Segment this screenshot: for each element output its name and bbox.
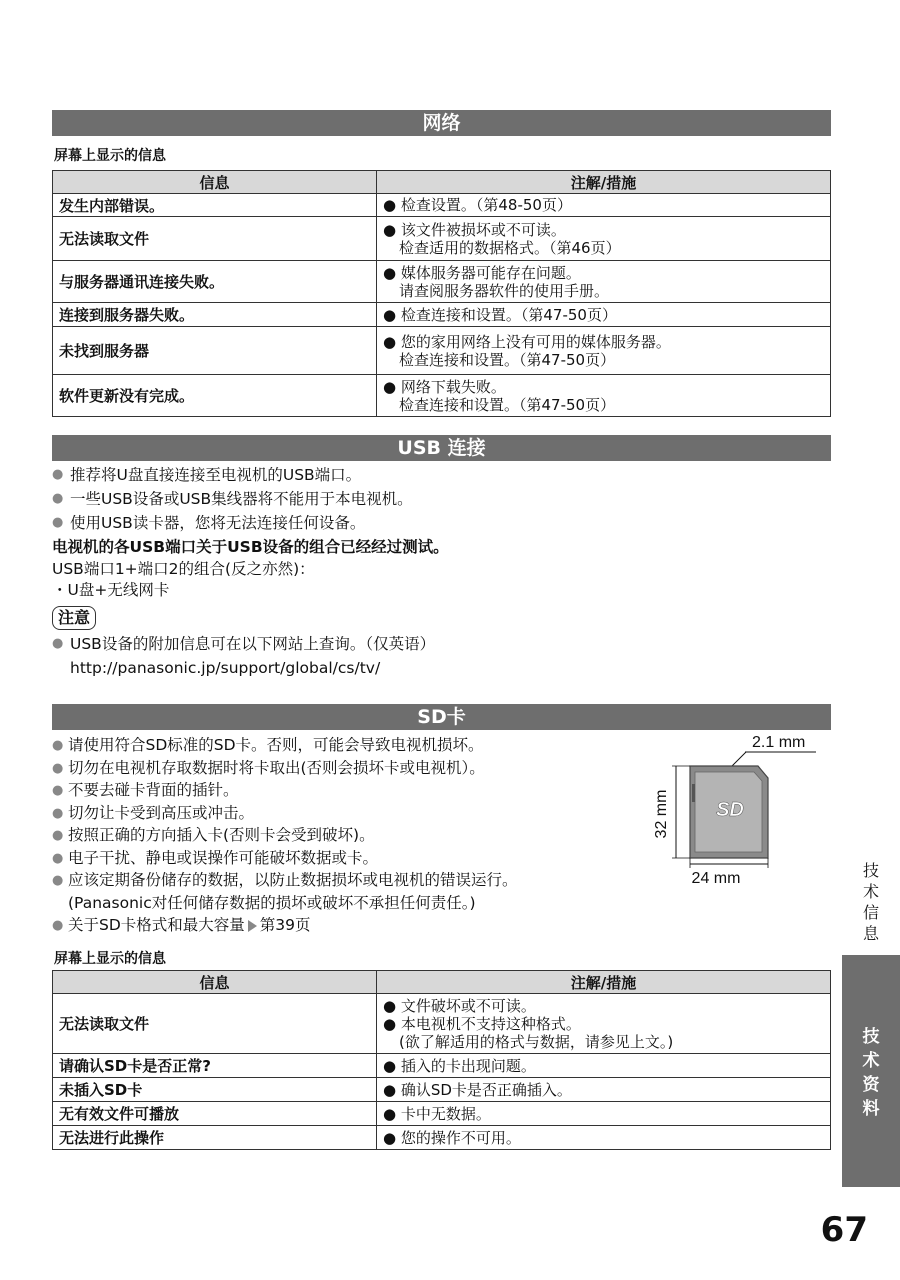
reference-item [52,914,642,937]
message-cell: 请确认SD卡是否正常? [53,1054,377,1078]
table-row [53,327,831,375]
note-line: 检查连接和设置。（第47-50页） [399,350,616,369]
bullet-item: ● 使用USB读卡器，您将无法连接任何设备。 [52,511,831,535]
subhead: 屏幕上显示的信息 [54,148,166,164]
table-row [53,261,831,303]
bullet-item: ● 切勿在电视机存取数据时将卡取出(否则会损坏卡或电视机）。 [52,757,642,780]
note-cell [377,261,831,303]
column-header-msg: 信息 [53,971,377,994]
column-header-note: 注解/措施 [377,171,831,194]
section-bar-network [52,110,831,136]
sd-logo: SD [716,799,744,821]
note-line: ● 网络下载失败。 [383,377,506,396]
section-bar-usb [52,435,831,461]
bullet-item: ● 切勿让卡受到高压或冲击。 [52,802,642,825]
note-line: ● 插入的卡出现问题。 [383,1056,536,1075]
sd-bullet-list [52,734,642,937]
write-protect-switch [692,784,695,802]
side-tab-tech-data[interactable] [842,955,900,1187]
bullet-item: ● 按照正确的方向插入卡(否则卡会受到破坏)。 [52,824,642,847]
network-message-table [52,170,831,417]
note-cell [377,375,831,417]
table-row [53,1078,831,1102]
note-line: ● 您的操作不可用。 [383,1128,521,1147]
note-line: 请查阅服务器软件的使用手册。 [399,281,610,300]
reference-text: 关于SD卡格式和最大容量 [68,916,245,934]
note-line: 检查连接和设置。（第47-50页） [399,395,616,414]
note-line: ● 该文件被损坏或不可读。 [383,220,566,239]
sd-message-table [52,970,831,1150]
arrow-right-icon [248,920,257,932]
note-text: ● USB设备的附加信息可在以下网站上查询。（仅英语） [52,632,831,656]
note-cell [377,1054,831,1078]
combo-line: USB端口1+端口2的组合(反之亦然)： [52,560,315,578]
table-row [53,1102,831,1126]
note-cell [377,194,831,217]
note-cell [377,327,831,375]
tested-heading: 电视机的各USB端口关于USB设备的组合已经经过测试。 [52,538,449,556]
bullet-item: ● 电子干扰、静电或误操作可能破坏数据或卡。 [52,847,642,870]
bullet-item: ● 推荐将U盘直接连接至电视机的USB端口。 [52,463,831,487]
bullet-item: ● 不要去碰卡背面的插针。 [52,779,642,802]
table-header-row [53,171,831,194]
note-line: ● 检查连接和设置。（第47-50页） [383,305,617,324]
bullet-item: ● 请使用符合SD标准的SD卡。否则，可能会导致电视机损坏。 [52,734,642,757]
message-cell: 发生内部错误。 [53,194,377,217]
message-cell: 未找到服务器 [53,327,377,375]
note-line: (欲了解适用的格式与数据，请参见上文。) [399,1032,674,1051]
table-row [53,994,831,1054]
bullet-item: ● 一些USB设备或USB集线器将不能用于本电视机。 [52,487,831,511]
note-line: ● 检查设置。（第48-50页） [383,196,572,214]
note-cell [377,217,831,261]
note-line: ● 媒体服务器可能存在问题。 [383,263,581,282]
note-line: ● 确认SD卡是否正确插入。 [383,1080,572,1099]
table-row [53,1126,831,1150]
table-row [53,194,831,217]
bullet-continuation: (Panasonic对任何储存数据的损坏或破坏不承担任何责任。) [68,893,476,912]
message-cell: 无法读取文件 [53,994,377,1054]
table-row [53,303,831,327]
message-cell: 无法进行此操作 [53,1126,377,1150]
table-row [53,217,831,261]
message-cell: 与服务器通讯连接失败。 [53,261,377,303]
table-header-row [53,971,831,994]
note-cell [377,1102,831,1126]
note-cell [377,303,831,327]
section-title: 网络 [422,112,461,134]
table-row [53,1054,831,1078]
note-label: 注意 [52,606,96,630]
section-title: SD卡 [417,706,466,728]
subhead: 屏幕上显示的信息 [54,951,166,967]
reference-page: 第39页 [259,916,311,934]
message-cell: 无有效文件可播放 [53,1102,377,1126]
column-header-msg: 信息 [53,171,377,194]
page-number: 67 [820,1210,868,1250]
message-cell: 软件更新没有完成。 [53,375,377,417]
note-cell [377,994,831,1054]
note-line: ● 文件破坏或不可读。 [383,996,536,1015]
note-cell [377,1078,831,1102]
dim-leader [732,752,746,766]
note-line: 检查适用的数据格式。（第46页） [399,238,621,257]
note-cell [377,1126,831,1150]
support-link[interactable]: http://panasonic.jp/support/global/cs/tv/ [70,659,381,677]
usb-body [52,463,831,680]
column-header-note: 注解/措施 [377,971,831,994]
side-tab-label: 技术资料 [862,1027,880,1119]
dim-height-label: 32 mm [653,789,670,839]
combo-item: ・U盘+无线网卡 [52,581,170,599]
bullet-item: ● 应该定期备份储存的数据，以防止数据损坏或电视机的错误运行。 [52,869,642,892]
table-row [53,375,831,417]
note-line: ● 本电视机不支持这种格式。 [383,1014,581,1033]
dim-width-label: 24 mm [691,870,741,886]
sd-card-diagram [640,726,830,886]
note-line: ● 您的家用网络上没有可用的媒体服务器。 [383,332,671,351]
message-cell: 无法读取文件 [53,217,377,261]
note-line: ● 卡中无数据。 [383,1104,491,1123]
section-title: USB 连接 [397,437,486,459]
message-cell: 未插入SD卡 [53,1078,377,1102]
dim-thickness-label: 2.1 mm [752,734,806,751]
side-tab-tech-info[interactable]: 技术信息 [862,861,879,943]
message-cell: 连接到服务器失败。 [53,303,377,327]
